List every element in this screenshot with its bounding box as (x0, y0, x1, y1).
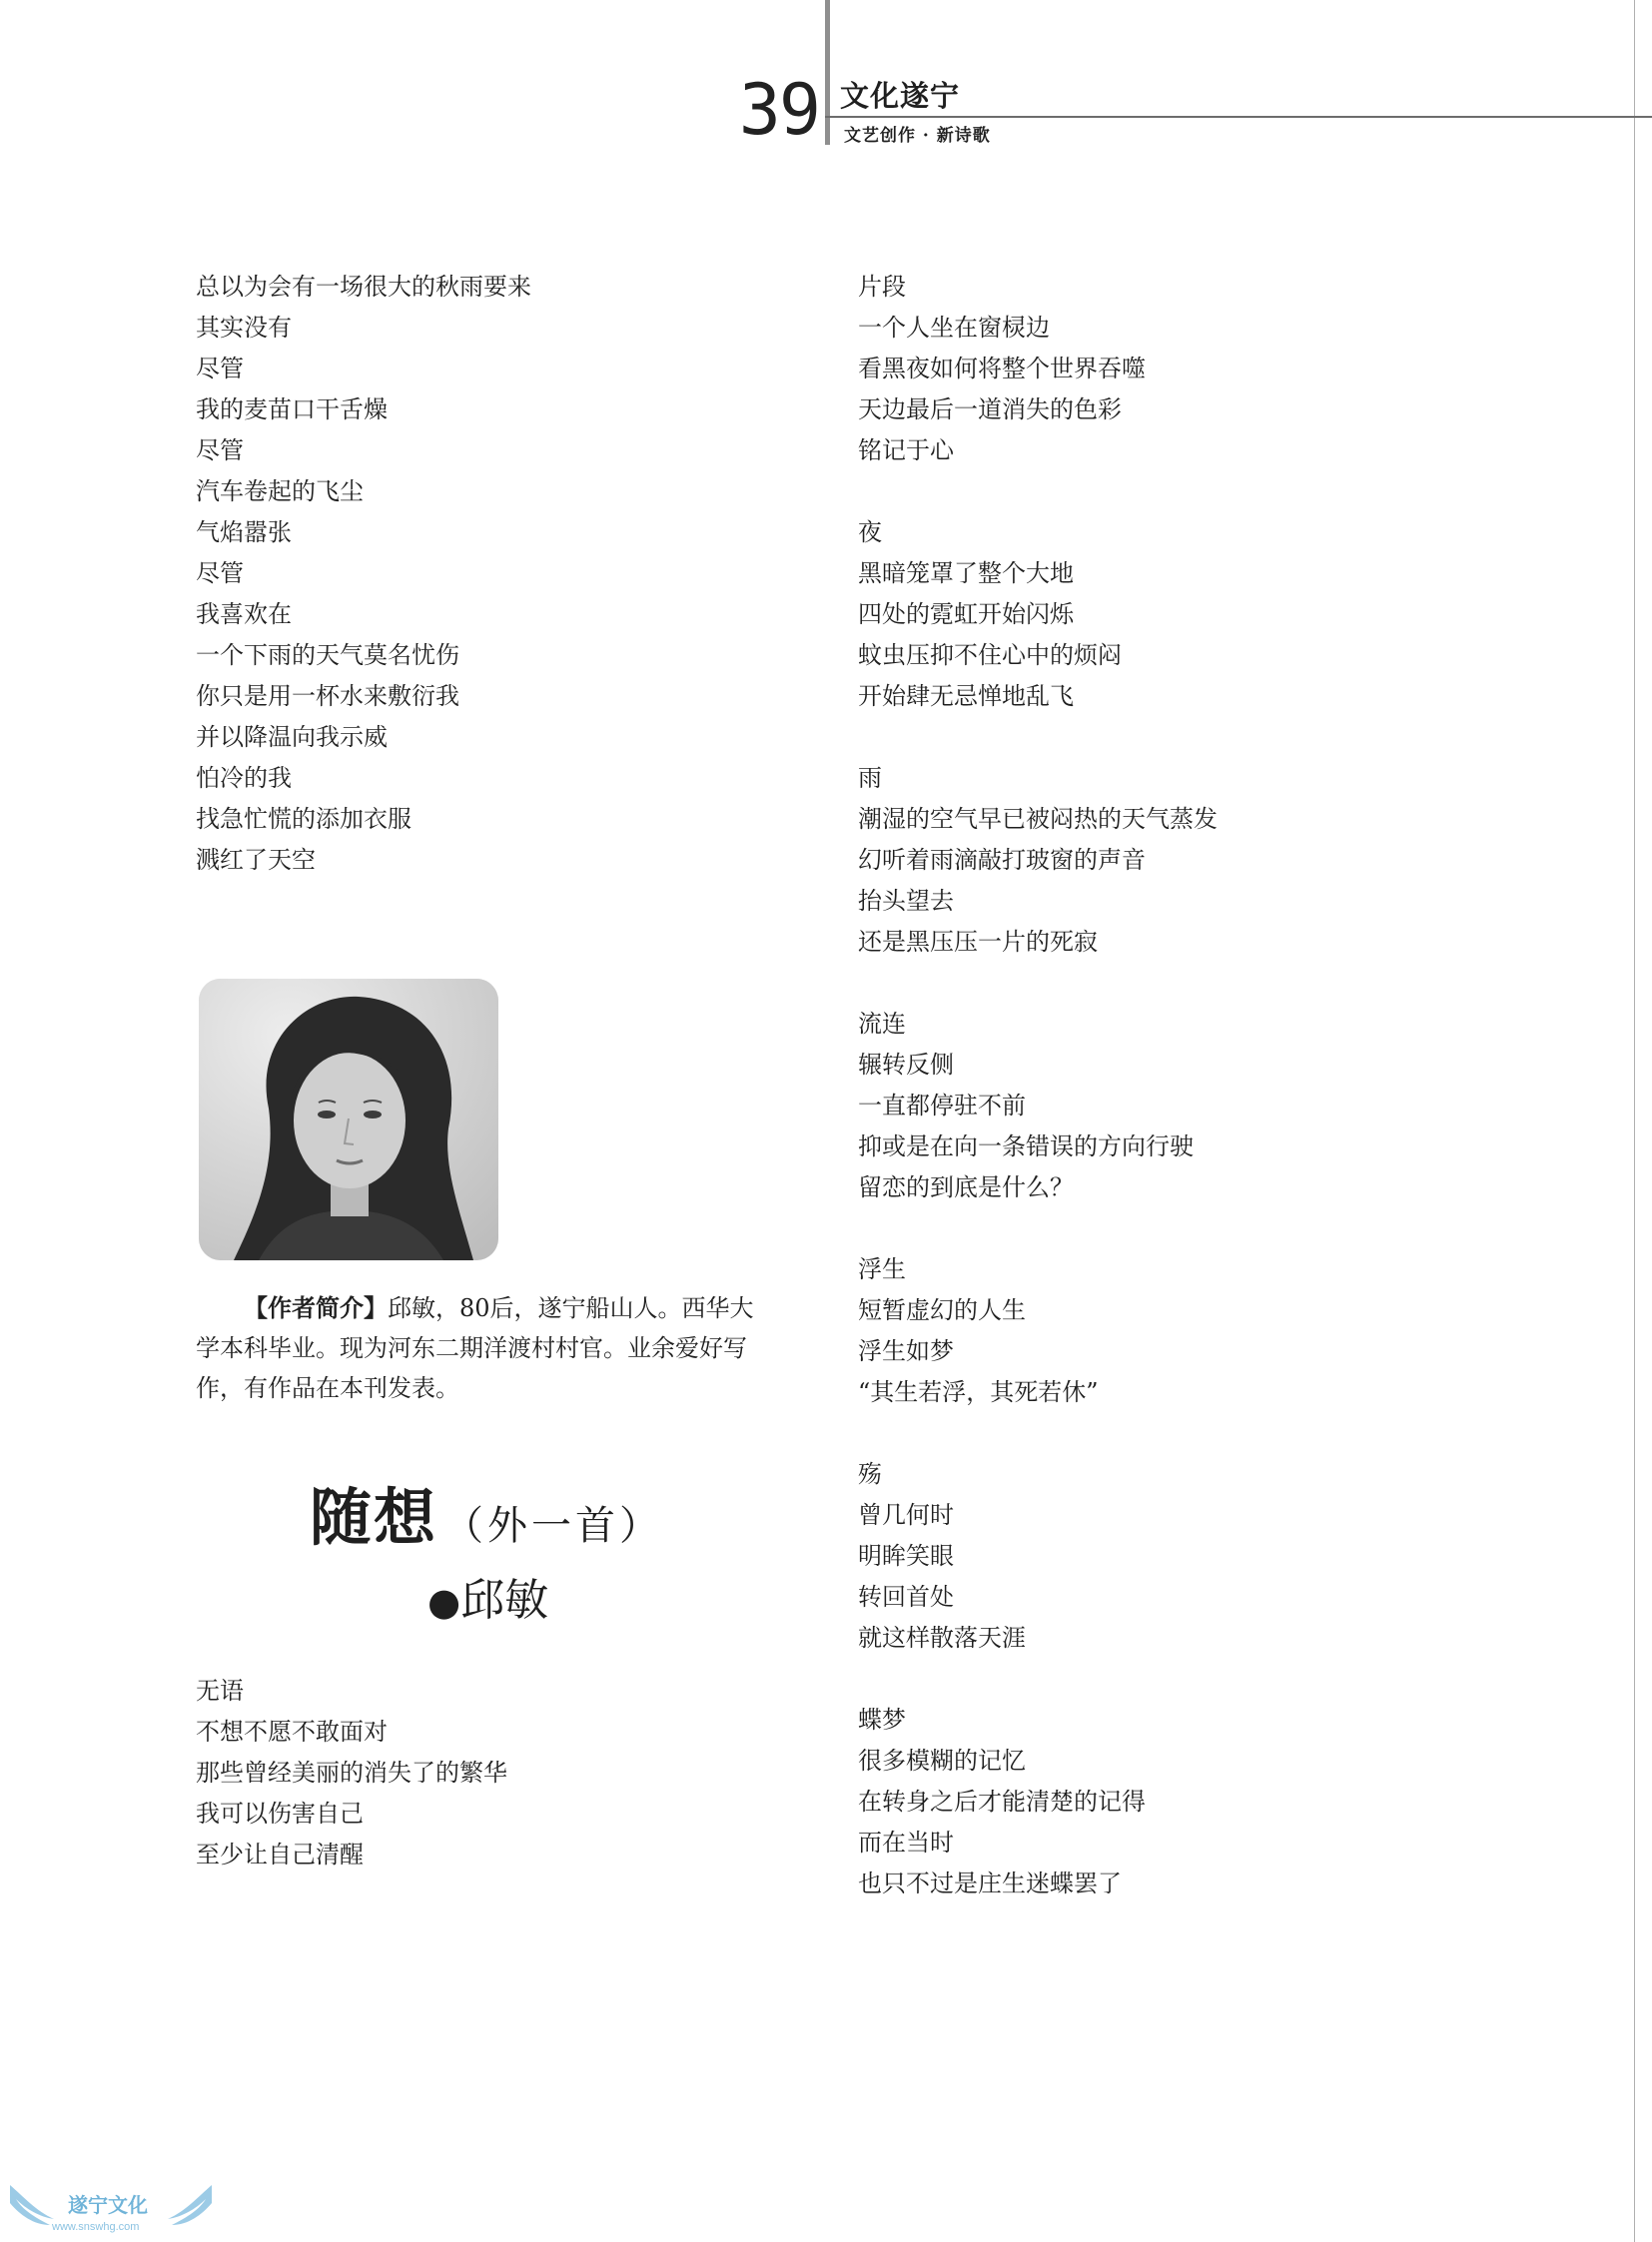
bio-label: 【作者简介】 (244, 1293, 388, 1322)
bio-text: 邱敏，80后，遂宁船山人。西华大 (388, 1294, 754, 1322)
poem-line: 就这样散落天涯 (858, 1624, 1026, 1652)
author-photo (199, 979, 498, 1260)
author-bio (196, 1288, 769, 1408)
poem-line: 幻听着雨滴敲打玻窗的声音 (858, 846, 1146, 874)
poem-line: 我的麦苗口干舌燥 (196, 395, 388, 423)
poem-line: “其生若浮，其死若休” (858, 1378, 1099, 1406)
poem-line: 留恋的到底是什么？ (858, 1173, 1074, 1201)
poem-line: 总以为会有一场很大的秋雨要来 (196, 273, 531, 301)
poem-line: 溅红了天空 (196, 846, 316, 874)
poem-line: 铭记于心 (858, 436, 954, 464)
poem-line: 黑暗笼罩了整个大地 (858, 559, 1074, 587)
poem-line: 并以降温向我示威 (196, 723, 388, 751)
poem-title-sub: （外一首） (443, 1503, 664, 1549)
poem-line: 转回首处 (858, 1583, 954, 1611)
poem-line: 看黑夜如何将整个世界吞噬 (858, 355, 1146, 382)
poem-title (310, 1468, 663, 1557)
poem-line: 在转身之后才能清楚的记得 (858, 1788, 1146, 1816)
author-portrait-image (199, 979, 498, 1260)
poem-line: 无语 (196, 1677, 244, 1705)
poem-line: 我可以伤害自己 (196, 1800, 364, 1828)
poem-line: 一个人坐在窗棂边 (858, 314, 1050, 342)
poem-line: 还是黑压压一片的死寂 (858, 928, 1098, 956)
poem-left-top (196, 267, 531, 881)
poem-line: 其实没有 (196, 314, 292, 342)
watermark-text: 遂宁文化 (68, 2195, 148, 2217)
poem-line: 找急忙慌的添加衣服 (196, 805, 412, 833)
poem-section (858, 1700, 1218, 1904)
poem-line: 辗转反侧 (858, 1051, 954, 1079)
poem-title-main: 随想 (310, 1481, 438, 1554)
poem-section-title: 片段 (858, 273, 906, 301)
poem-line: 也只不过是庄生迷蝶罢了 (858, 1869, 1122, 1897)
poem-line: 抑或是在向一条错误的方向行驶 (858, 1132, 1194, 1160)
author-name: 邱敏 (460, 1575, 549, 1626)
poem-line: 汽车卷起的飞尘 (196, 477, 364, 505)
poem-line: 尽管 (196, 355, 244, 382)
header-divider-horizontal (825, 116, 1652, 118)
poem-line: 尽管 (196, 559, 244, 587)
poem-section (858, 1454, 1218, 1659)
bio-line (196, 1288, 769, 1328)
poem-section (858, 1004, 1218, 1208)
poem-line: 明眸笑眼 (858, 1542, 954, 1570)
poem-section (858, 512, 1218, 717)
bullet-icon: ● (427, 1580, 461, 1624)
bio-line: 学本科毕业。现为河东二期洋渡村村官。业余爱好写 (196, 1334, 747, 1362)
poem-left-bottom (196, 1671, 507, 1875)
poem-line: 短暂虚幻的人生 (858, 1296, 1026, 1324)
poem-line: 我喜欢在 (196, 600, 292, 628)
poem-line: 一个下雨的天气莫名忧伤 (196, 641, 459, 669)
poem-line: 开始肆无忌惮地乱飞 (858, 682, 1074, 710)
poem-section-title: 浮生 (858, 1255, 906, 1283)
poem-line: 而在当时 (858, 1829, 954, 1857)
poem-line: 浮生如梦 (858, 1337, 954, 1365)
page-number: 39 (738, 69, 819, 151)
poem-line: 抬头望去 (858, 887, 954, 915)
poem-section-title: 雨 (858, 764, 882, 792)
poem-line: 一直都停驻不前 (858, 1092, 1026, 1120)
poem-line: 很多模糊的记忆 (858, 1747, 1026, 1775)
poem-section (858, 267, 1218, 471)
poem-section-title: 蝶梦 (858, 1706, 906, 1734)
poem-line: 那些曾经美丽的消失了的繁华 (196, 1759, 507, 1787)
poem-section (858, 758, 1218, 963)
poem-line: 蚊虫压抑不住心中的烦闷 (858, 641, 1122, 669)
poem-section-title: 殇 (858, 1460, 882, 1488)
poem-section (858, 1249, 1218, 1413)
poem-section-title: 流连 (858, 1010, 906, 1038)
poem-line: 潮湿的空气早已被闷热的天气蒸发 (858, 805, 1218, 833)
poem-line: 曾几何时 (858, 1501, 954, 1529)
header-divider-vertical (825, 0, 830, 145)
poem-line: 至少让自己清醒 (196, 1841, 364, 1868)
poem-right (858, 267, 1218, 1945)
poem-line: 怕冷的我 (196, 764, 292, 792)
poem-author (427, 1564, 548, 1628)
section-label: 文艺创作 · 新诗歌 (844, 126, 991, 146)
poem-line: 气焰嚣张 (196, 518, 292, 546)
poem-line: 尽管 (196, 436, 244, 464)
poem-line: 你只是用一杯水来敷衍我 (196, 682, 459, 710)
poem-line: 天边最后一道消失的色彩 (858, 395, 1122, 423)
magazine-title: 文化遂宁 (840, 79, 961, 113)
poem-line: 不想不愿不敢面对 (196, 1718, 388, 1746)
bio-line: 作，有作品在本刊发表。 (196, 1374, 459, 1402)
page-edge-rule (1634, 0, 1635, 2242)
watermark-url: www.snswhg.com (52, 2221, 140, 2233)
poem-section-title: 夜 (858, 518, 882, 546)
poem-line: 四处的霓虹开始闪烁 (858, 600, 1074, 628)
